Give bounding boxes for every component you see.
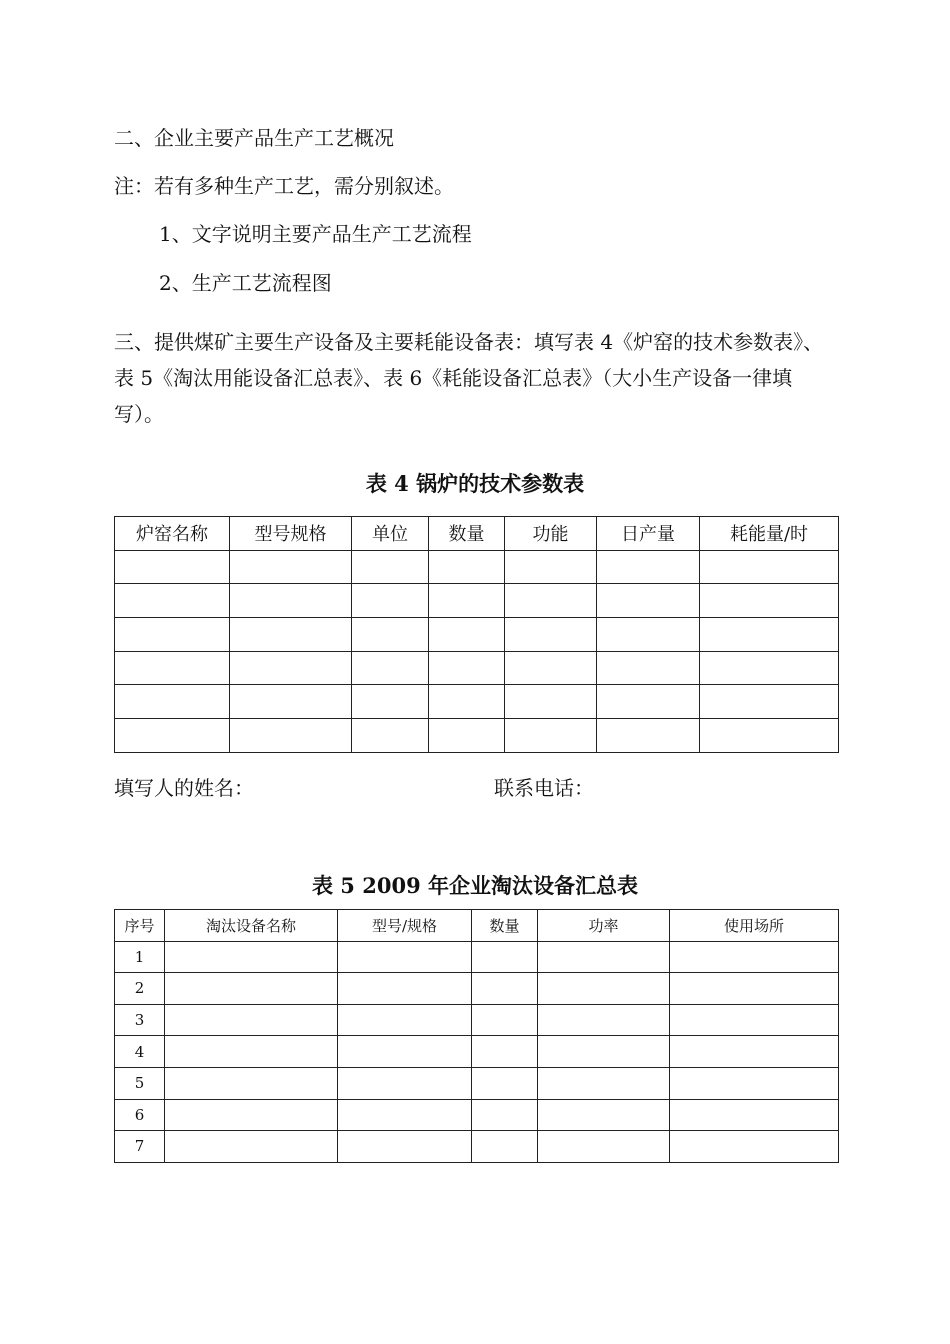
table-4-cell[interactable] [505,719,597,753]
filler-name-label: 填写人的姓名： [114,776,254,800]
table-5-cell[interactable] [670,941,839,973]
table-5-cell[interactable] [472,941,538,973]
table-4-row [115,584,839,618]
table-4-row [115,719,839,753]
table-5-row-number: 7 [115,1131,165,1163]
table-5-cell[interactable] [338,1004,472,1036]
table-4-header-cell: 型号规格 [230,517,352,551]
table-4-header-cell: 数量 [429,517,505,551]
table-4-cell[interactable] [700,651,839,685]
table-5-header-cell: 数量 [472,910,538,942]
table-4-cell[interactable] [115,651,230,685]
table-5-cell[interactable] [338,1036,472,1068]
table-4-cell[interactable] [597,584,700,618]
table-4-cell[interactable] [505,618,597,652]
table-5-cell[interactable] [165,941,338,973]
table-5-cell[interactable] [670,1131,839,1163]
table-4-header-cell: 功能 [505,517,597,551]
table-4-header-cell: 耗能量/时 [700,517,839,551]
table-5-cell[interactable] [538,1099,670,1131]
table-5-row [115,1067,839,1099]
table-5-cell[interactable] [338,973,472,1005]
table-5-row [115,941,839,973]
table-4-cell[interactable] [352,719,429,753]
section-2-note: 注：若有多种生产工艺，需分别叙述。 [114,174,454,198]
table-4-cell[interactable] [352,618,429,652]
table-5-cell[interactable] [165,1004,338,1036]
table-4-cell[interactable] [505,584,597,618]
table-4-cell[interactable] [429,618,505,652]
table-5-row [115,973,839,1005]
table-5-cell[interactable] [538,973,670,1005]
table-4-cell[interactable] [597,550,700,584]
table-4-cell[interactable] [230,550,352,584]
table-5-cell[interactable] [670,1099,839,1131]
table-5-row-number: 4 [115,1036,165,1068]
table-4-cell[interactable] [230,719,352,753]
table-4-cell[interactable] [429,685,505,719]
table-5-cell[interactable] [165,1099,338,1131]
table-5-cell[interactable] [670,973,839,1005]
table-5-cell[interactable] [538,1004,670,1036]
table-4-cell[interactable] [700,618,839,652]
table-4-cell[interactable] [352,651,429,685]
section-3-paragraph: 三、提供煤矿主要生产设备及主要耗能设备表：填写表 4《炉窑的技术参数表》、表 5《淘汰用能设备汇总表》、表 6《耗能设备汇总表》（大小生产设备一律填写）。 [114,330,824,426]
table-5-cell[interactable] [472,1099,538,1131]
table-5-cell[interactable] [472,1131,538,1163]
table-4-cell[interactable] [700,584,839,618]
table-4-cell[interactable] [505,550,597,584]
table-5-cell[interactable] [338,1099,472,1131]
table-5-row-number: 6 [115,1099,165,1131]
table-4-header-row [115,517,839,551]
section-2-item-2: 2、生产工艺流程图 [159,271,332,295]
table-4 [114,516,839,753]
table-5-cell[interactable] [472,1067,538,1099]
table-4-cell[interactable] [429,584,505,618]
table-5-cell[interactable] [670,1004,839,1036]
table-4-cell[interactable] [597,651,700,685]
table-4-header-cell: 炉窑名称 [115,517,230,551]
table-5-row-number: 3 [115,1004,165,1036]
table-5-header-row [115,910,839,942]
table-4-cell[interactable] [115,584,230,618]
table-5-cell[interactable] [670,1036,839,1068]
table-4-cell[interactable] [505,651,597,685]
table-5-cell[interactable] [538,1067,670,1099]
table-5-cell[interactable] [538,1036,670,1068]
table-4-header-cell: 单位 [352,517,429,551]
table-5-row-number: 1 [115,941,165,973]
table-5-header-cell: 型号/规格 [338,910,472,942]
table-4-header-cell: 日产量 [597,517,700,551]
table-5-row [115,1004,839,1036]
table-5-cell[interactable] [472,1004,538,1036]
table-4-cell[interactable] [700,719,839,753]
table-4-cell[interactable] [230,618,352,652]
table-4-cell[interactable] [352,685,429,719]
table-4-cell[interactable] [352,550,429,584]
table-5-cell[interactable] [670,1067,839,1099]
filler-phone-label: 联系电话： [494,776,594,800]
table-5-title: 表 5 2009 年企业淘汰设备汇总表 [312,873,638,898]
table-4-cell[interactable] [700,685,839,719]
table-5-row [115,1131,839,1163]
table-5 [114,909,839,1163]
table-4-cell[interactable] [597,685,700,719]
table-4-cell[interactable] [230,584,352,618]
table-4-row [115,550,839,584]
table-5-cell[interactable] [338,1131,472,1163]
table-4-cell[interactable] [597,719,700,753]
table-5-cell[interactable] [538,1131,670,1163]
table-5-cell[interactable] [472,973,538,1005]
table-5-cell[interactable] [338,941,472,973]
table-4-title: 表 4 锅炉的技术参数表 [365,471,585,496]
table-4-cell[interactable] [429,719,505,753]
table-5-cell[interactable] [538,941,670,973]
section-2-heading: 二、企业主要产品生产工艺概况 [114,126,394,150]
table-5-cell[interactable] [472,1036,538,1068]
table-4-cell[interactable] [115,685,230,719]
table-5-row-number: 5 [115,1067,165,1099]
table-5-cell[interactable] [165,973,338,1005]
table-4-cell[interactable] [115,618,230,652]
table-4-cell[interactable] [429,651,505,685]
table-5-cell[interactable] [165,1067,338,1099]
table-4-row [115,618,839,652]
table-5-cell[interactable] [165,1131,338,1163]
section-2-item-1: 1、文字说明主要产品生产工艺流程 [159,222,472,246]
table-4-cell[interactable] [230,651,352,685]
table-4-cell[interactable] [700,550,839,584]
table-5-header-cell: 使用场所 [670,910,839,942]
table-5-header-cell: 功率 [538,910,670,942]
table-4-row [115,685,839,719]
table-4-cell[interactable] [597,618,700,652]
table-5-header-cell: 淘汰设备名称 [165,910,338,942]
table-5-header-cell: 序号 [115,910,165,942]
table-5-row-number: 2 [115,973,165,1005]
table-4-cell[interactable] [352,584,429,618]
table-4-cell[interactable] [429,550,505,584]
table-4-row [115,651,839,685]
table-4-cell[interactable] [115,719,230,753]
table-4-cell[interactable] [230,685,352,719]
table-5-cell[interactable] [165,1036,338,1068]
table-5-row [115,1036,839,1068]
table-4-cell[interactable] [115,550,230,584]
table-5-row [115,1099,839,1131]
table-5-cell[interactable] [338,1067,472,1099]
table-4-cell[interactable] [505,685,597,719]
